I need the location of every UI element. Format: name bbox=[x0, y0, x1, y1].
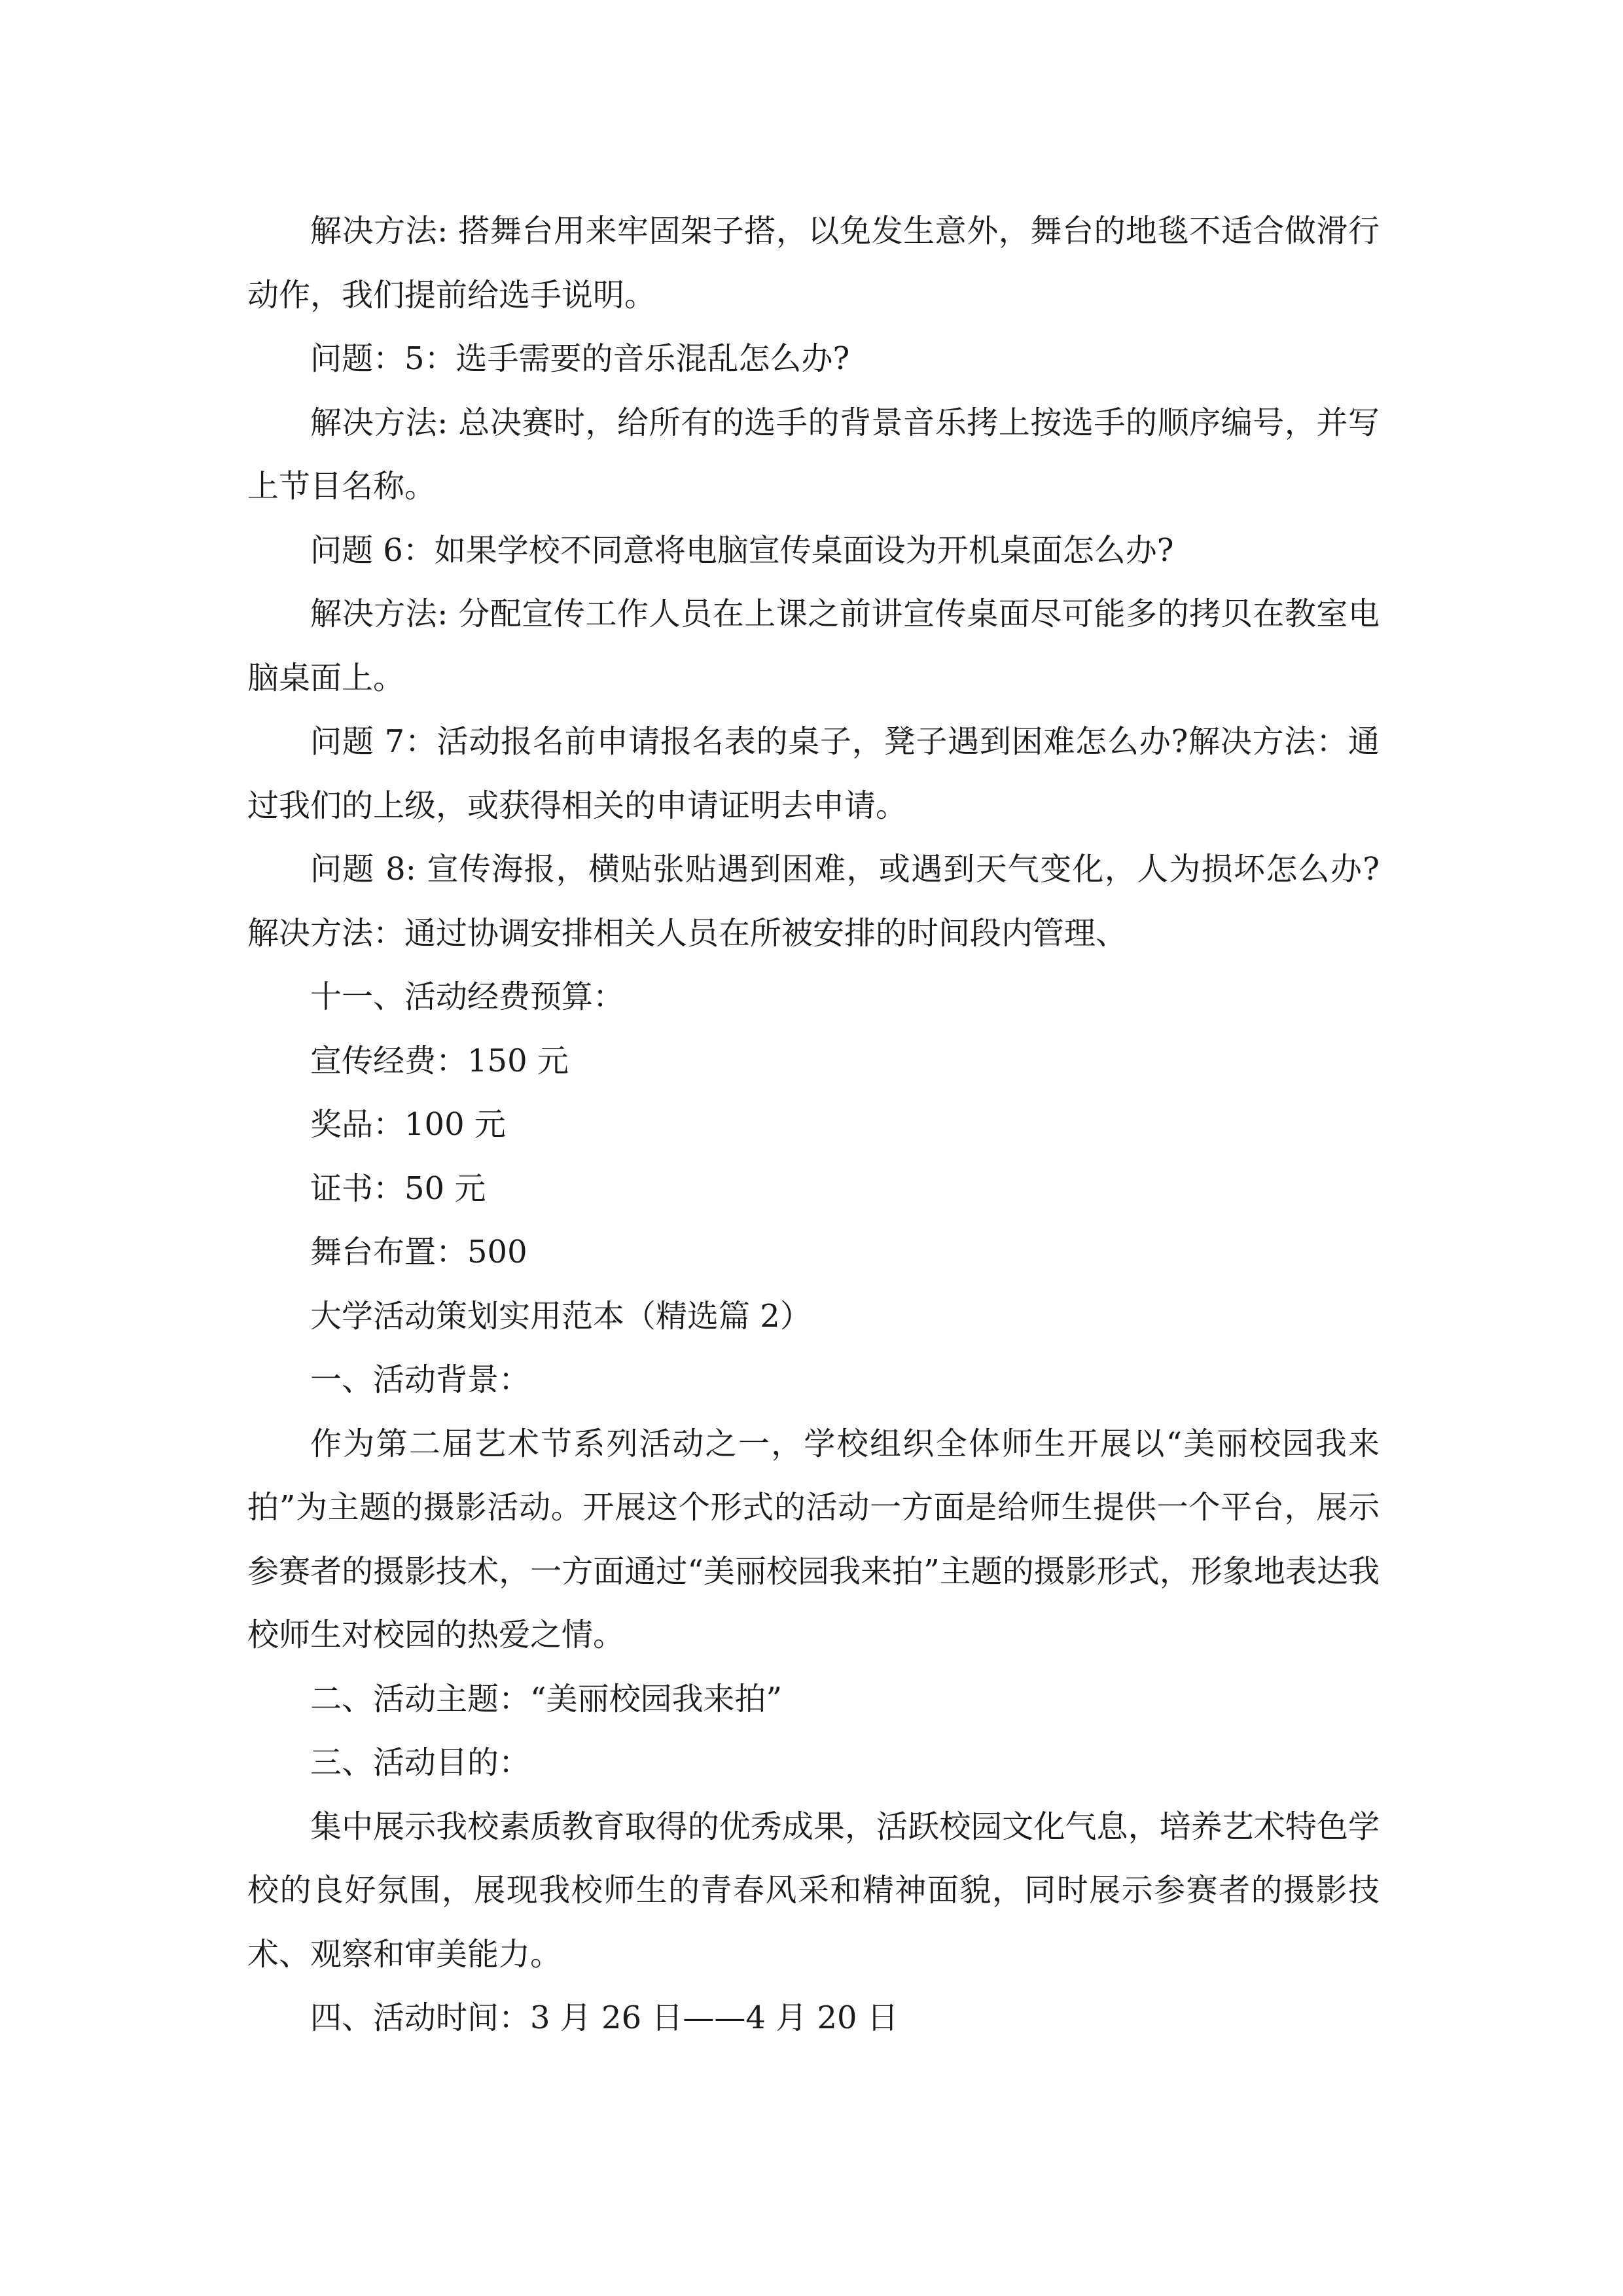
paragraph-solution-desktop: 解决方法: 分配宣传工作人员在上课之前讲宣传桌面尽可能多的拷贝在教室电脑桌面上。 bbox=[247, 596, 1380, 696]
heading-time: 四、活动时间：3 月 26 日——4 月 20 日 bbox=[310, 2000, 899, 2036]
budget-item-certificates: 证书：50 元 bbox=[310, 1170, 486, 1207]
document-body bbox=[247, 200, 1380, 2051]
heading-background: 一、活动背景： bbox=[310, 1361, 531, 1398]
paragraph-question-8: 问题 8: 宣传海报，横贴张贴遇到困难，或遇到天气变化，人为损坏怎么办?解决方法：通过协调安排相关人员在所被安排的时间段内管理、 bbox=[247, 851, 1380, 952]
heading-purpose: 三、活动目的： bbox=[310, 1744, 531, 1781]
budget-item-publicity: 宣传经费：150 元 bbox=[310, 1042, 569, 1079]
budget-item-stage: 舞台布置：500 bbox=[310, 1234, 527, 1270]
paragraph-solution-music: 解决方法: 总决赛时，给所有的选手的背景音乐拷上按选手的顺序编号，并写上节目名称。 bbox=[247, 404, 1380, 505]
paragraph-question-6: 问题 6：如果学校不同意将电脑宣传桌面设为开机桌面怎么办? bbox=[310, 531, 1174, 569]
paragraph-solution-stage: 解决方法: 搭舞台用来牢固架子搭，以免发生意外，舞台的地毯不适合做滑行动作，我们提前给选手说明。 bbox=[247, 213, 1380, 314]
heading-budget: 十一、活动经费预算： bbox=[310, 978, 625, 1015]
paragraph-question-5: 问题：5：选手需要的音乐混乱怎么办? bbox=[310, 340, 850, 377]
paragraph-purpose: 集中展示我校素质教育取得的优秀成果，活跃校园文化气息，培养艺术特色学校的良好氛围，展现我校师生的青春风采和精神面貌，同时展示参赛者的摄影技术、观察和审美能力。 bbox=[247, 1808, 1380, 1973]
paragraph-background: 作为第二届艺术节系列活动之一，学校组织全体师生开展以“美丽校园我来拍”为主题的摄影活动。开展这个形式的活动一方面是给师生提供一个平台，展示参赛者的摄影技术，一方面通过“美丽校园我来拍”主题的摄影形式，形象地表达我校师生对校园的热爱之情。 bbox=[247, 1425, 1380, 1653]
heading-theme: 二、活动主题：“美丽校园我来拍” bbox=[310, 1680, 783, 1717]
paragraph-question-7: 问题 7：活动报名前申请报名表的桌子，凳子遇到困难怎么办?解决方法：通过我们的上级，或获得相关的申请证明去申请。 bbox=[247, 723, 1380, 824]
budget-item-prizes: 奖品：100 元 bbox=[310, 1106, 506, 1143]
section-title-sample-2: 大学活动策划实用范本（精选篇 2） bbox=[310, 1297, 812, 1335]
